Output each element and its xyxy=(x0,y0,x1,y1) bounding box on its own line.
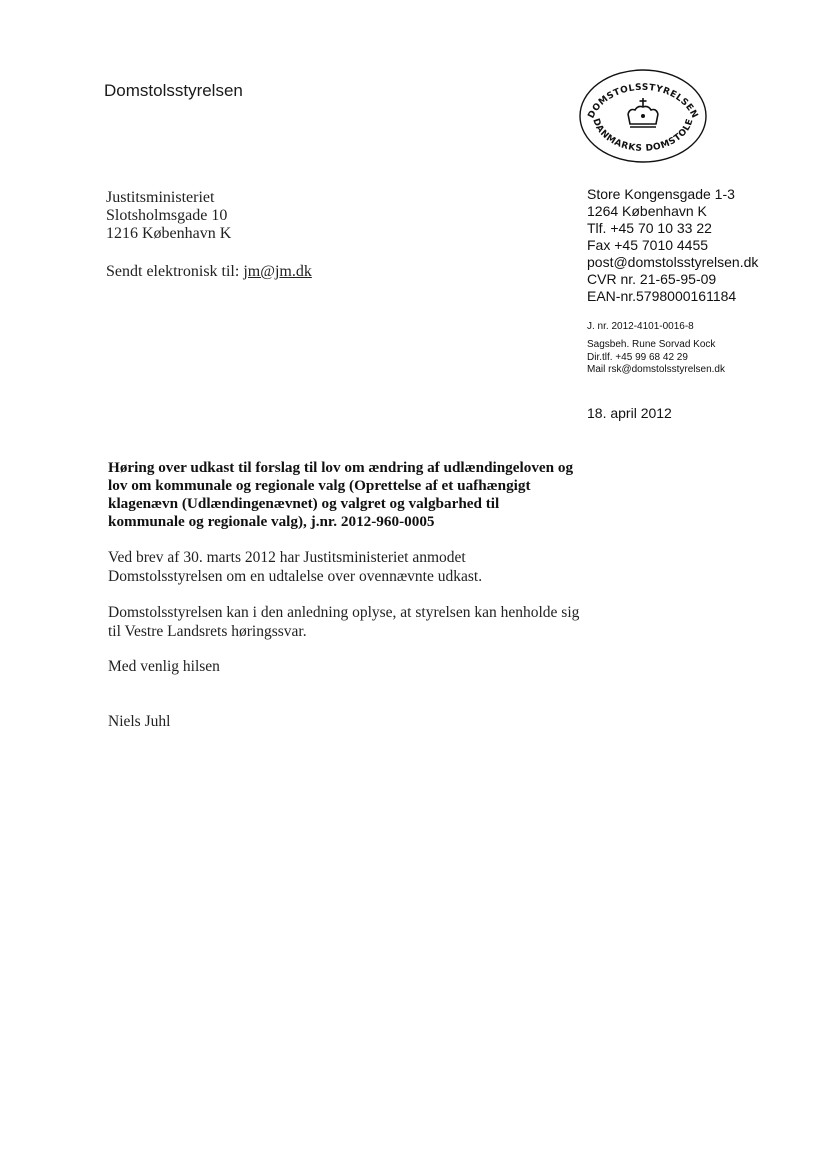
address-line: Store Kongensgade 1-3 xyxy=(587,186,735,202)
body-paragraph-2 xyxy=(108,604,608,641)
recipient-line: Slotsholmsgade 10 xyxy=(106,207,228,224)
domstolsstyrelsen-seal xyxy=(578,68,708,164)
subject-line: kommunale og regionale valg), j.nr. 2012-960-0005 xyxy=(108,513,435,530)
recipient-email-link[interactable]: jm@jm.dk xyxy=(243,263,312,280)
address-line: CVR nr. 21-65-95-09 xyxy=(587,271,717,287)
letter-subject xyxy=(108,459,608,531)
address-line: 1264 København K xyxy=(587,203,707,219)
svg-text:DANMARKS DOMSTOLE: DANMARKS DOMSTOLE xyxy=(590,117,696,154)
recipient-line: Justitsministeriet xyxy=(106,189,215,206)
recipient-address xyxy=(106,189,231,243)
address-line: Tlf. +45 70 10 33 22 xyxy=(587,220,712,236)
sender-name: Domstolsstyrelsen xyxy=(104,81,243,100)
address-line: post@domstolsstyrelsen.dk xyxy=(587,254,759,270)
sent-electronically xyxy=(106,263,312,281)
svg-text:DOMSTOLSSTYRELSEN: DOMSTOLSSTYRELSEN xyxy=(586,82,700,121)
letter-date: 18. april 2012 xyxy=(587,405,672,421)
case-number: J. nr. 2012-4101-0016-8 xyxy=(587,321,694,332)
recipient-line: 1216 København K xyxy=(106,225,232,242)
sent-label: Sendt elektronisk til: xyxy=(106,263,240,280)
seal-emblem-icon xyxy=(578,68,708,164)
case-info xyxy=(587,321,725,377)
body-paragraph-1 xyxy=(108,549,608,586)
body-line: Ved brev af 30. marts 2012 har Justitsministeriet anmodet xyxy=(108,549,466,566)
address-line: EAN-nr.5798000161184 xyxy=(587,288,737,304)
sender-contact-block xyxy=(587,186,758,305)
subject-line: Høring over udkast til forslag til lov om ændring af udlændingeloven og xyxy=(108,459,574,476)
closing-greeting: Med venlig hilsen xyxy=(108,658,220,675)
subject-line: lov om kommunale og regionale valg (Oprettelse af et uafhængigt xyxy=(108,477,531,494)
case-mail: Mail rsk@domstolsstyrelsen.dk xyxy=(587,364,725,375)
case-handler: Sagsbeh. Rune Sorvad Kock xyxy=(587,339,716,350)
body-line: Domstolsstyrelsen kan i den anledning oplyse, at styrelsen kan henholde sig xyxy=(108,604,580,621)
address-line: Fax +45 7010 4455 xyxy=(587,237,709,253)
subject-line: klagenævn (Udlændingenævnet) og valgret og valgbarhed til xyxy=(108,495,500,512)
signature-name: Niels Juhl xyxy=(108,713,171,730)
case-phone: Dir.tlf. +45 99 68 42 29 xyxy=(587,351,688,363)
body-line: til Vestre Landsrets høringssvar. xyxy=(108,622,307,640)
body-line: Domstolsstyrelsen om en udtalelse over ovennævnte udkast. xyxy=(108,567,483,585)
